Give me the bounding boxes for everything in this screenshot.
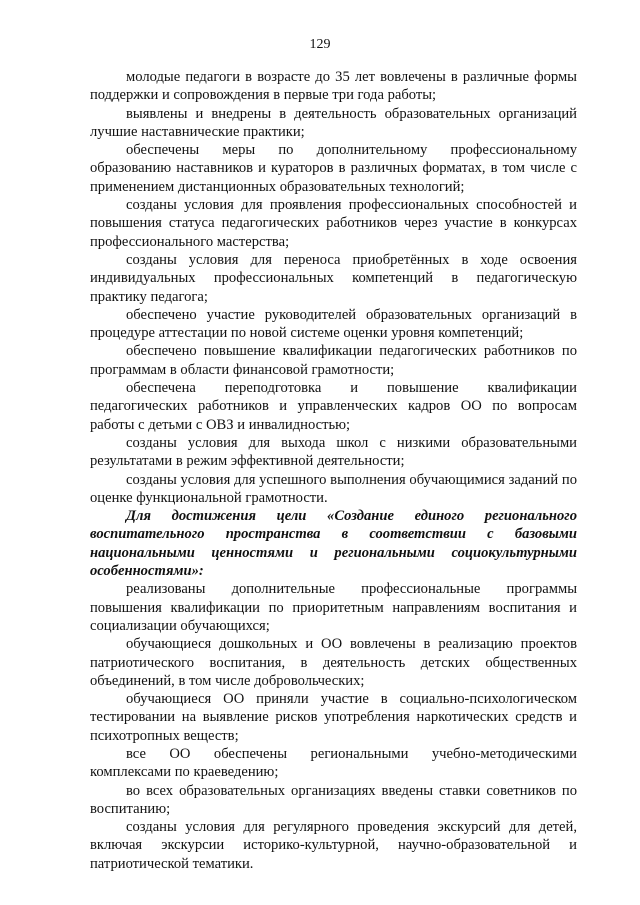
paragraph-leaders-attestation: обеспечено участие руководителей образовательных организаций в процедуре аттестации по новой системе оценки уровня компетенций; bbox=[90, 306, 577, 342]
paragraph-mentor-training: обеспечены меры по дополнительному профессиональному образованию наставников и кураторов в различных форматах, в том числе с применением дистанционных образовательных технологий; bbox=[90, 142, 577, 195]
paragraph-mentoring-practices: выявлены и внедрены в деятельность образовательных организаций лучшие наставнические практики; bbox=[90, 105, 577, 140]
paragraph-upbringing-advisors: во всех образовательных организациях введены ставки советников по воспитанию; bbox=[90, 782, 577, 817]
paragraph-competence-transfer: созданы условия для переноса приобретённых в ходе освоения индивидуальных профессиональных компетенций в педагогическую практику педагога; bbox=[90, 251, 577, 305]
paragraph-financial-literacy: обеспечено повышение квалификации педагогических работников по программам в области финансовой грамотности; bbox=[90, 343, 577, 378]
paragraph-local-history: все ОО обеспечены региональными учебно-методическими комплексами по краеведению; bbox=[90, 745, 577, 781]
section-heading: Для достижения цели «Создание единого регионального воспитательного пространства в соответствии с базовыми национальными ценностями и региональными социокультурными особенностями»: bbox=[90, 508, 577, 580]
paragraph-young-teachers: молодые педагоги в возрасте до 35 лет вовлечены в различные формы поддержки и сопровождения в первые три года работы; bbox=[90, 69, 577, 104]
paragraph-upbringing-programs: реализованы дополнительные профессиональные программы повышения квалификации по приоритетным направлениям воспитания и социализации обучающихся; bbox=[90, 581, 577, 634]
paragraph-disability-training: обеспечена переподготовка и повышение квалификации педагогических работников и управленческих кадров ОО по вопросам работы с детьми с ОВЗ и инвалидностью; bbox=[90, 380, 577, 433]
page-number: 129 bbox=[309, 37, 331, 52]
paragraph-functional-literacy: созданы условия для успешного выполнения обучающимися заданий по оценке функциональной грамотности. bbox=[90, 471, 577, 506]
paragraph-psych-testing: обучающиеся ОО приняли участие в социально-психологическом тестировании на выявление рисков употребления наркотических средств и психотропных веществ; bbox=[90, 691, 577, 744]
paragraph-patriotic-projects: обучающиеся дошкольных и ОО вовлечены в реализацию проектов патриотического воспитания, в деятельность детских общественных объединений, в том числе добровольческих; bbox=[90, 636, 577, 689]
paragraph-professional-contests: созданы условия для проявления профессиональных способностей и повышения статуса педагогических работников через участие в конкурсах профессионального мастерства; bbox=[90, 197, 577, 250]
paragraph-low-result-schools: созданы условия для выхода школ с низкими образовательными результатами в режим эффективной деятельности; bbox=[90, 434, 577, 470]
paragraph-excursions: созданы условия для регулярного проведения экскурсий для детей, включая экскурсии историко-культурной, научно-образовательной и патриотической тематики. bbox=[90, 819, 577, 872]
document-body bbox=[90, 68, 577, 873]
